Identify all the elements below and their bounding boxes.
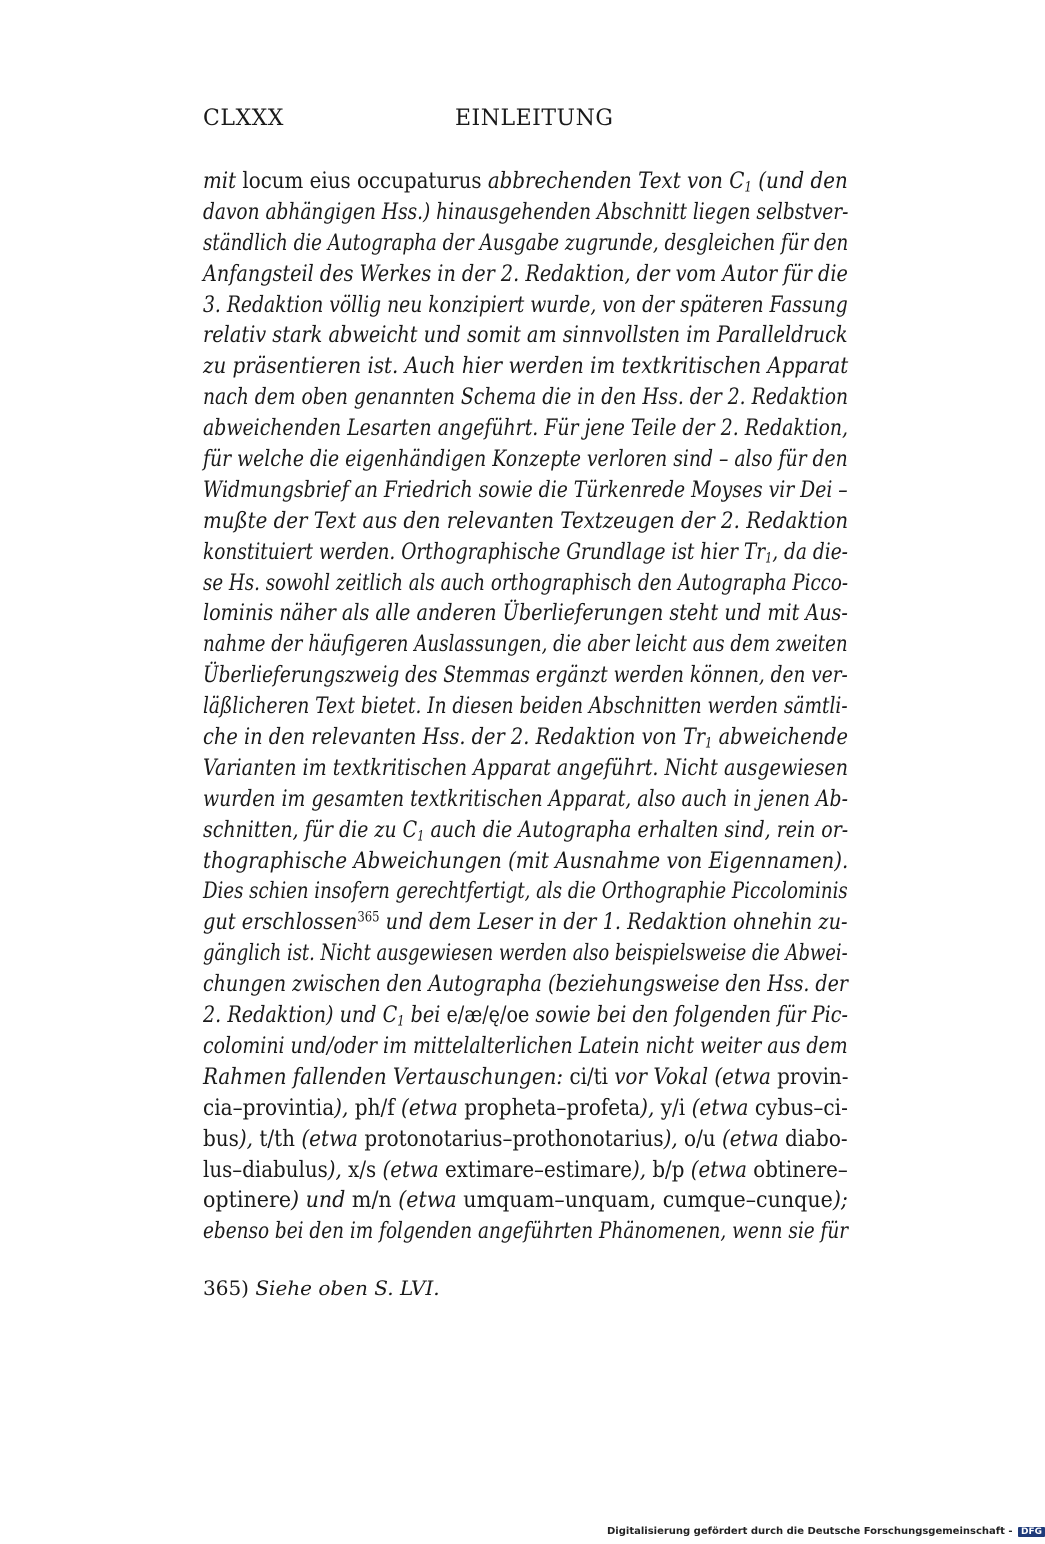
text-segment: colomini und/oder im mittelalterlichen Latein nicht weiter aus dem: [203, 1032, 848, 1059]
text-segment: läßlicheren Text bietet. In diesen beiden Abschnitten werden sämtli-: [203, 693, 848, 720]
text-segment: b/p: [652, 1156, 685, 1183]
text-segment: se Hs. sowohl zeitlich als auch orthographisch den Autographa Picco-: [203, 569, 848, 596]
text-segment: ),: [238, 1125, 260, 1152]
text-segment: ),: [334, 1094, 355, 1121]
text-segment: ständlich die Autographa der Ausgabe zugrunde, desgleichen für den: [203, 229, 849, 256]
text-segment: bus: [203, 1125, 239, 1152]
text-segment: , da die-: [772, 538, 848, 565]
text-line: [203, 290, 848, 321]
text-segment: e/æ/ę/oe: [446, 1002, 530, 1029]
text-segment: ),: [327, 1156, 349, 1183]
text-line: [203, 197, 848, 228]
text-segment: für welche die eigenhändigen Konzepte verloren sind – also für den: [203, 446, 848, 473]
text-segment: );: [832, 1187, 848, 1214]
text-segment: 2. Redaktion) und C: [203, 1002, 398, 1029]
text-line: [203, 475, 848, 506]
text-segment: konstituiert werden. Orthographische Grundlage ist hier Tr: [203, 538, 766, 565]
subscript: 1: [397, 1013, 405, 1030]
text-line: [203, 722, 848, 753]
text-line: [203, 969, 848, 1000]
text-segment: bei: [404, 1002, 447, 1029]
text-segment: cybus–ci-: [754, 1094, 848, 1121]
text-segment: (etwa: [295, 1125, 365, 1152]
text-segment: optinere: [203, 1187, 292, 1214]
text-segment: m/n: [351, 1187, 392, 1214]
text-segment: Varianten im textkritischen Apparat angeführt. Nicht ausgewiesen: [203, 754, 849, 781]
text-segment: sowie bei den folgenden für Pic-: [529, 1002, 848, 1029]
text-line: [203, 413, 848, 444]
text-segment: (etwa: [685, 1094, 755, 1121]
text-line: [203, 629, 848, 660]
subscript: 1: [705, 735, 713, 752]
text-line: [203, 753, 848, 784]
text-line: [203, 1000, 848, 1031]
text-line: [203, 1093, 848, 1124]
text-segment: gut erschlossen: [203, 909, 358, 936]
text-line: [203, 938, 848, 969]
subscript: 1: [417, 828, 425, 845]
text-segment: auch die Autographa erhalten sind, rein or-: [424, 816, 849, 843]
text-segment: ),: [663, 1125, 685, 1152]
text-line: [203, 351, 848, 382]
text-segment: Widmungsbrief an Friedrich sowie die Türkenrede Moyses vir Dei –: [203, 476, 848, 503]
text-line: [203, 1062, 848, 1093]
text-segment: zu präsentieren ist. Auch hier werden im textkritischen Apparat: [203, 353, 849, 380]
text-segment: davon abhängigen Hss.) hinausgehenden Abschnitt liegen selbstver-: [203, 198, 849, 225]
footnote-text: Siehe oben S. LVI.: [255, 1276, 440, 1300]
running-title: EINLEITUNG: [455, 106, 614, 131]
text-line: [203, 444, 848, 475]
text-line: [203, 1185, 848, 1216]
text-line: [203, 815, 848, 846]
text-segment: gänglich ist. Nicht ausgewiesen werden also beispielsweise die Abwei-: [203, 940, 848, 967]
text-line: [203, 568, 848, 599]
text-segment: diabo-: [784, 1125, 848, 1152]
footnote-365: [203, 1276, 440, 1300]
subscript: 1: [744, 179, 752, 196]
text-segment: extimare–estimare: [445, 1156, 633, 1183]
text-line: [203, 537, 848, 568]
dfg-logo: DFG: [1018, 1527, 1045, 1537]
text-segment: ) und: [291, 1187, 352, 1214]
text-segment: lominis näher als alle anderen Überlieferungen steht und mit Aus-: [203, 600, 848, 627]
footnote-number: 365): [203, 1276, 249, 1300]
text-line: [203, 228, 848, 259]
text-segment: (etwa: [391, 1187, 464, 1214]
text-segment: protonotarius–prothonotarius: [364, 1125, 664, 1152]
text-segment: propheta–profeta: [464, 1094, 641, 1121]
text-segment: cia–provintia: [203, 1094, 335, 1121]
text-segment: y/i: [660, 1094, 686, 1121]
footnote-ref: 365: [357, 909, 380, 926]
page-number: CLXXX: [203, 106, 284, 131]
text-segment: (etwa: [684, 1156, 754, 1183]
text-segment: ci/ti: [569, 1063, 609, 1090]
text-line: [203, 598, 848, 629]
text-segment: mit: [203, 168, 237, 194]
subscript: 1: [765, 550, 773, 567]
text-segment: Überlieferungszweig des Stemmas ergänzt werden können, den ver-: [203, 662, 848, 689]
text-segment: relativ stark abweicht und somit am sinnvollsten im Paralleldruck: [203, 322, 848, 349]
text-line: [203, 320, 848, 351]
text-segment: (etwa: [715, 1125, 785, 1152]
text-line: [203, 907, 848, 938]
text-segment: o/u: [684, 1125, 716, 1152]
text-segment: abweichende: [712, 724, 848, 751]
text-segment: (etwa: [394, 1094, 465, 1121]
digitization-credit: [607, 1526, 1045, 1537]
text-segment: Anfangsteil des Werkes in der 2. Redaktion, der vom Autor für die: [203, 260, 848, 287]
text-segment: nach dem oben genannten Schema die in den Hss. der 2. Redaktion: [203, 384, 849, 411]
text-segment: thographische Abweichungen (mit Ausnahme von Eigennamen).: [203, 847, 849, 874]
text-segment: ),: [632, 1156, 653, 1183]
text-segment: wurden im gesamten textkritischen Apparat, also auch in jenen Ab-: [203, 785, 848, 812]
text-line: [203, 259, 848, 290]
text-segment: (etwa: [376, 1156, 446, 1183]
text-segment: mußte der Text aus den relevanten Textzeugen der 2. Redaktion: [203, 507, 849, 534]
text-line: [203, 1124, 848, 1155]
text-segment: 3. Redaktion völlig neu konzipiert wurde, von der späteren Fassung: [203, 291, 848, 318]
text-segment: schnitten, für die zu C: [203, 816, 418, 843]
text-segment: Rahmen fallenden Vertauschungen:: [203, 1063, 570, 1090]
text-line: [203, 506, 848, 537]
text-segment: und dem Leser in der 1. Redaktion ohnehin zu-: [379, 909, 848, 936]
text-line: [203, 846, 848, 877]
text-segment: umquam–unquam, cumque–cunque: [463, 1187, 833, 1214]
text-segment: t/th: [259, 1125, 296, 1152]
text-segment: locum eius occupaturus: [236, 168, 488, 194]
text-segment: ph/f: [354, 1094, 395, 1121]
text-segment: provin-: [777, 1063, 849, 1090]
text-segment: che in den relevanten Hss. der 2. Redaktion von Tr: [203, 724, 706, 751]
text-segment: vor Vokal (etwa: [608, 1063, 778, 1090]
text-line: [203, 382, 848, 413]
text-line: [203, 1031, 848, 1062]
text-segment: abbrechenden Text von C: [487, 168, 745, 194]
text-line: [203, 166, 848, 197]
text-line: [203, 876, 848, 907]
text-segment: ),: [640, 1094, 661, 1121]
text-line: [203, 691, 848, 722]
text-segment: (und den: [751, 168, 848, 194]
text-segment: chungen zwischen den Autographa (beziehungsweise den Hss. der: [203, 971, 848, 998]
text-segment: x/s: [348, 1156, 377, 1183]
text-line: [203, 784, 848, 815]
text-line: [203, 1216, 848, 1247]
text-segment: ebenso bei den im folgenden angeführten Phänomenen, wenn sie für: [203, 1218, 849, 1245]
text-segment: nahme der häufigeren Auslassungen, die aber leicht aus dem zweiten: [203, 631, 848, 658]
text-segment: obtinere–: [753, 1156, 848, 1183]
body-text: [203, 166, 848, 1247]
text-line: [203, 660, 848, 691]
text-segment: Dies schien insofern gerechtfertigt, als die Orthographie Piccolominis: [203, 878, 848, 905]
text-segment: abweichenden Lesarten angeführt. Für jene Teile der 2. Redaktion,: [203, 415, 848, 442]
text-line: [203, 1155, 848, 1186]
credit-text: Digitalisierung gefördert durch die Deutsche Forschungsgemeinschaft -: [607, 1526, 1013, 1537]
text-segment: lus–diabulus: [203, 1156, 328, 1183]
